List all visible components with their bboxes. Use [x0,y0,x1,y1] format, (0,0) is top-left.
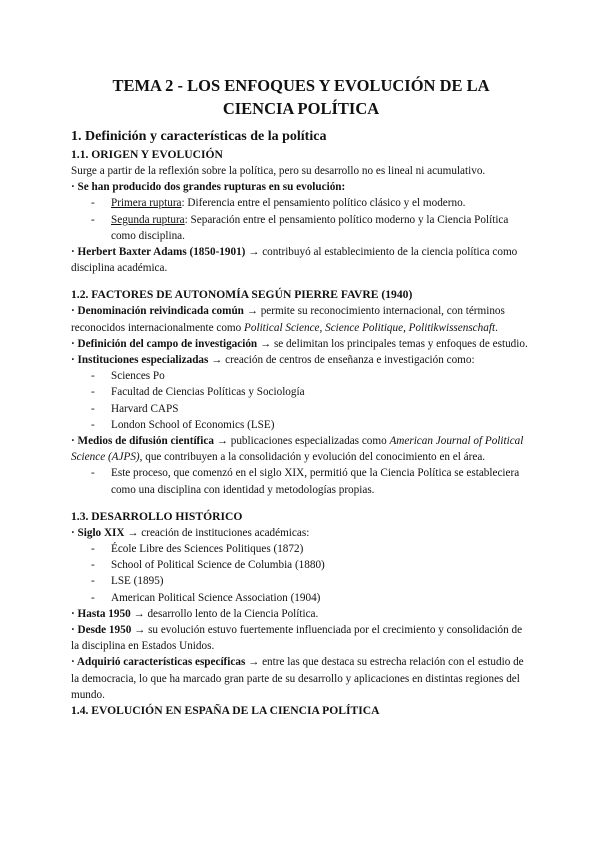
hasta-text: → desarrollo lento de la Ciencia Política. [130,607,319,620]
title-line-2: CIENCIA POLÍTICA [222,99,380,118]
ruptura-1-term: Primera ruptura [111,197,182,210]
list-item: - Este proceso, que comenzó en el siglo XIX, permitió que la Ciencia Política se estableciera como una disciplina con identidad y metodologías propias. [91,465,531,497]
adquirio-paragraph [71,654,531,703]
document-page [71,74,531,719]
list-item: - American Political Science Association (1904) [91,590,531,606]
rupturas-list [71,195,531,244]
hasta-label: · Hasta 1950 [71,607,131,620]
denominacion-paragraph [71,303,531,335]
proceso-list [71,465,531,497]
adams-paragraph [71,244,531,276]
section-1-3-heading: 1.3. DESARROLLO HISTÓRICO [71,509,243,523]
desde-paragraph [71,622,531,654]
instituciones-text: → creación de centros de enseñanza e investigación como: [208,354,475,367]
siglo-paragraph [71,525,531,541]
instituciones-label: · Instituciones especializadas [71,354,209,367]
campo-label: · Definición del campo de investigación [71,337,258,350]
medios-text-1: → publicaciones especializadas como [213,435,390,448]
ruptura-2-text: : Separación entre el pensamiento político moderno y la Ciencia Política como disciplina. [111,213,509,242]
instituciones-list [71,368,531,433]
adquirio-label: · Adquirió características específicas [71,656,246,669]
desde-label: · Desde 1950 [71,624,132,637]
list-item: - Harvard CAPS [91,401,531,417]
list-item: - École Libre des Sciences Politiques (1872) [91,541,531,557]
rupturas-label: · Se han producido dos grandes rupturas en su evolución: [71,181,346,194]
origen-intro: Surge a partir de la reflexión sobre la política, pero su desarrollo no es lineal ni acumulativo. [71,165,486,177]
denominacion-end: . [495,321,498,334]
medios-paragraph [71,433,531,465]
list-item: - London School of Economics (LSE) [91,417,531,433]
section-1-heading: 1. Definición y características de la política [71,129,327,144]
campo-text: → se delimitan los principales temas y enfoques de estudio. [257,337,528,350]
denominacion-label: · Denominación reivindicada común [71,305,244,318]
list-item: - Facultad de Ciencias Políticas y Sociología [91,384,531,400]
adams-text: → contribuyó al establecimiento de la ciencia política como disciplina académica. [71,246,518,275]
title-line-1: TEMA 2 - LOS ENFOQUES Y EVOLUCIÓN DE LA [112,76,490,95]
list-item: - Sciences Po [91,368,531,384]
page-title [71,74,531,120]
desde-text: → su evolución estuvo fuertemente influenciada por el crecimiento y consolidación de la disciplina en Estados Unidos. [71,624,523,653]
list-item: - LSE (1895) [91,573,531,589]
list-item [91,212,531,244]
list-item: - School of Political Science de Columbia (1880) [91,557,531,573]
denominacion-terms: Political Science, Science Politique, Politikwissenschaft [244,321,496,334]
hasta-paragraph [71,606,531,622]
list-item [91,195,531,211]
instituciones-paragraph [71,352,531,368]
ruptura-2-term: Segunda ruptura [111,213,185,226]
medios-label: · Medios de difusión científica [71,435,214,448]
section-1-2-heading: 1.2. FACTORES DE AUTONOMÍA SEGÚN PIERRE FAVRE (1940) [71,288,413,302]
siglo-list [71,541,531,606]
siglo-text: → creación de instituciones académicas: [124,526,310,539]
siglo-label: · Siglo XIX [71,526,125,539]
medios-text-2: , que contribuyen a la consolidación y evolución del conocimiento en el área. [139,451,486,464]
adams-label: · Herbert Baxter Adams (1850-1901) [71,246,246,259]
denominacion-text: → permite su reconocimiento internacional, con términos reconocidos internacionalmente como [71,305,505,334]
ruptura-1-text: : Diferencia entre el pensamiento político clásico y el moderno. [181,197,466,210]
section-1-1-heading: 1.1. ORIGEN Y EVOLUCIÓN [71,148,223,161]
section-1-4-heading: 1.4. EVOLUCIÓN EN ESPAÑA DE LA CIENCIA POLÍTICA [71,704,380,718]
campo-paragraph [71,336,531,352]
adquirio-text: → entre las que destaca su estrecha relación con el estudio de la democracia, lo que ha marcado gran parte de su desarrollo y aplicaciones en distintas regiones del mundo. [71,656,524,701]
medios-journal: American Journal of Political Science (AJPS) [71,435,524,464]
